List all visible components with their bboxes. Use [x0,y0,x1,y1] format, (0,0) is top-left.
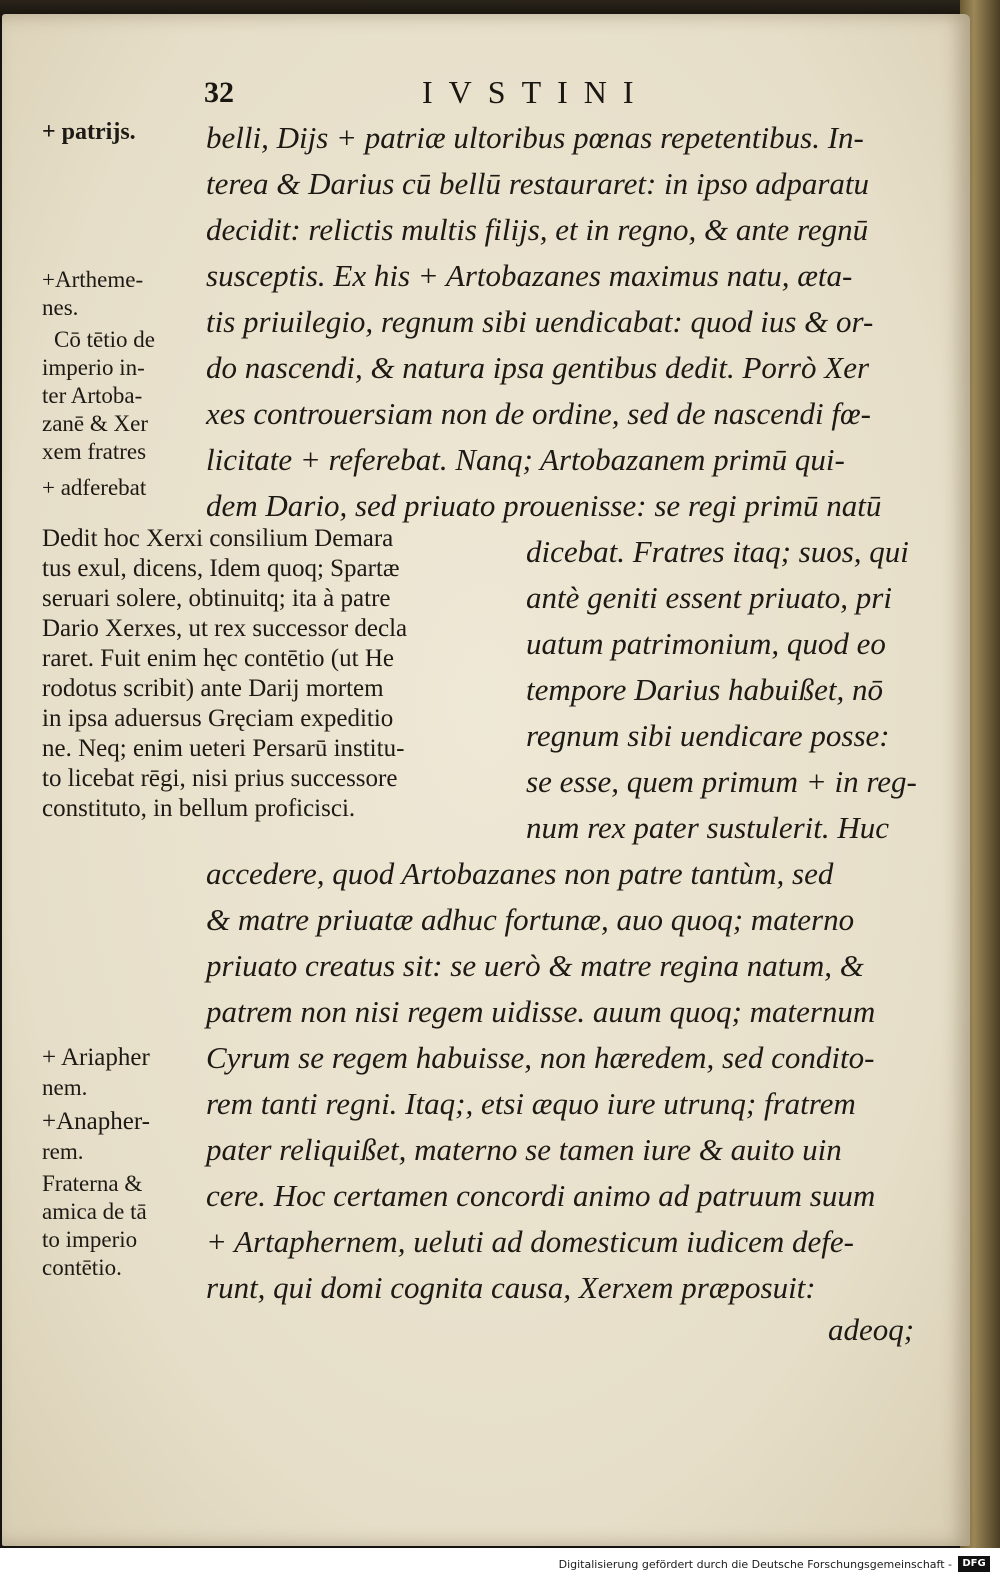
dfg-logo: DFG [958,1556,990,1572]
margin-note-ariapher: nem. [42,1075,88,1100]
digitization-footer [0,1548,1000,1584]
side-note-line: ne. Neq; enim ueteri Persarū institu- [42,735,405,762]
margin-note-artheme: nes. [42,295,79,320]
main-text-line: terea & Darius cū bellū restauraret: in ipso adparatu [206,166,870,201]
main-text-line: pater reliquißet, materno se tamen iure & auito uin [206,1132,842,1167]
side-note-line: tus exul, dicens, Idem quoq; Spartæ [42,555,400,582]
main-text-line: do nascendi, & natura ipsa gentibus dedit. Porrò Xer [206,350,870,385]
main-text-line: tempore Darius habuißet, nō [526,672,884,707]
margin-note-artheme: +Artheme- [42,267,144,292]
margin-note-ariapher: + Ariapher [42,1044,150,1071]
margin-note-fraterna: amica de tā [42,1199,147,1224]
main-text-line: & matre priuatæ adhuc fortunæ, auo quoq; materno [206,902,855,937]
margin-note-fraterna: to imperio [42,1227,138,1252]
book-page [2,14,970,1546]
margin-note-contentio: xem fratres [42,439,147,464]
margin-note-contentio: ter Artoba- [42,383,143,408]
main-text-line: dem Dario, sed priuato prouenisse: se regi primū natū [206,488,882,523]
main-text-line: runt, qui domi cognita causa, Xerxem præposuit: [206,1270,816,1305]
main-text-line: susceptis. Ex his + Artobazanes maximus natu, æta- [206,258,853,293]
page-number: 32 [204,76,234,109]
margin-note-contentio: imperio in- [42,355,145,380]
margin-note-adferebat: + adferebat [42,475,147,500]
main-text-line: num rex pater sustulerit. Huc [526,810,890,845]
margin-note-fraterna: Fraterna & [42,1171,143,1196]
main-text-line: se esse, quem primum + in reg- [526,764,917,799]
main-text-line: cere. Hoc certamen concordi animo ad patruum suum [206,1178,876,1213]
main-text-line: xes controuersiam non de ordine, sed de nascendi fœ- [206,396,871,431]
main-text-line: accedere, quod Artobazanes non patre tantùm, sed [206,856,834,891]
side-note-line: to licebat rēgi, nisi prius successore [42,765,398,792]
main-text-line: uatum patrimonium, quod eo [526,626,886,661]
margin-note-anapher: rem. [42,1139,84,1164]
main-text-line: antè geniti essent priuato, pri [526,580,892,615]
margin-note-contentio: Cō tētio de [54,327,155,352]
side-note-line: constituto, in bellum proficisci. [42,795,356,822]
main-text-line: + Artaphernem, ueluti ad domesticum iudicem defe- [206,1224,854,1259]
catchword: adeoq; [828,1312,915,1347]
side-note-line: raret. Fuit enim hęc contētio (ut He [42,645,394,672]
main-text-line: rem tanti regni. Itaq;, etsi æquo iure utrunq; fratrem [206,1086,856,1121]
main-text-line: patrem non nisi regem uidisse. auum quoq; maternum [206,994,876,1029]
running-title: IVSTINI [422,74,650,110]
main-text-line: tis priuilegio, regnum sibi uendicabat: quod ius & or- [206,304,874,339]
side-note-line: seruari solere, obtinuitq; ita à patre [42,585,391,612]
margin-note-anapher: +Anapher- [42,1108,150,1135]
side-note-line: Dedit hoc Xerxi consilium Demara [42,525,394,552]
main-text-line: dicebat. Fratres itaq; suos, qui [526,534,909,569]
main-text-line: Cyrum se regem habuisse, non hæredem, sed condito- [206,1040,875,1075]
side-note-line: Dario Xerxes, ut rex successor decla [42,615,408,642]
main-text-line: regnum sibi uendicare posse: [526,718,890,753]
margin-note-contentio: zanē & Xer [42,411,148,436]
main-text-line: priuato creatus sit: se uerò & matre regina natum, & [206,948,864,983]
margin-note-patrijs: + patrijs. [42,119,136,145]
side-note-line: in ipsa aduersus Gręciam expeditio [42,705,394,732]
margin-note-fraterna: contētio. [42,1255,122,1280]
funding-credit: Digitalisierung gefördert durch die Deutsche Forschungsgemeinschaft - [558,1558,952,1571]
side-note-line: rodotus scribit) ante Darij mortem [42,675,384,702]
main-text-line: decidit: relictis multis filijs, et in regno, & ante regnū [206,212,869,247]
main-text-line: licitate + referebat. Nanq; Artobazanem primū qui- [206,442,845,477]
main-text-line: belli, Dijs + patriæ ultoribus pœnas repetentibus. In- [206,120,864,155]
